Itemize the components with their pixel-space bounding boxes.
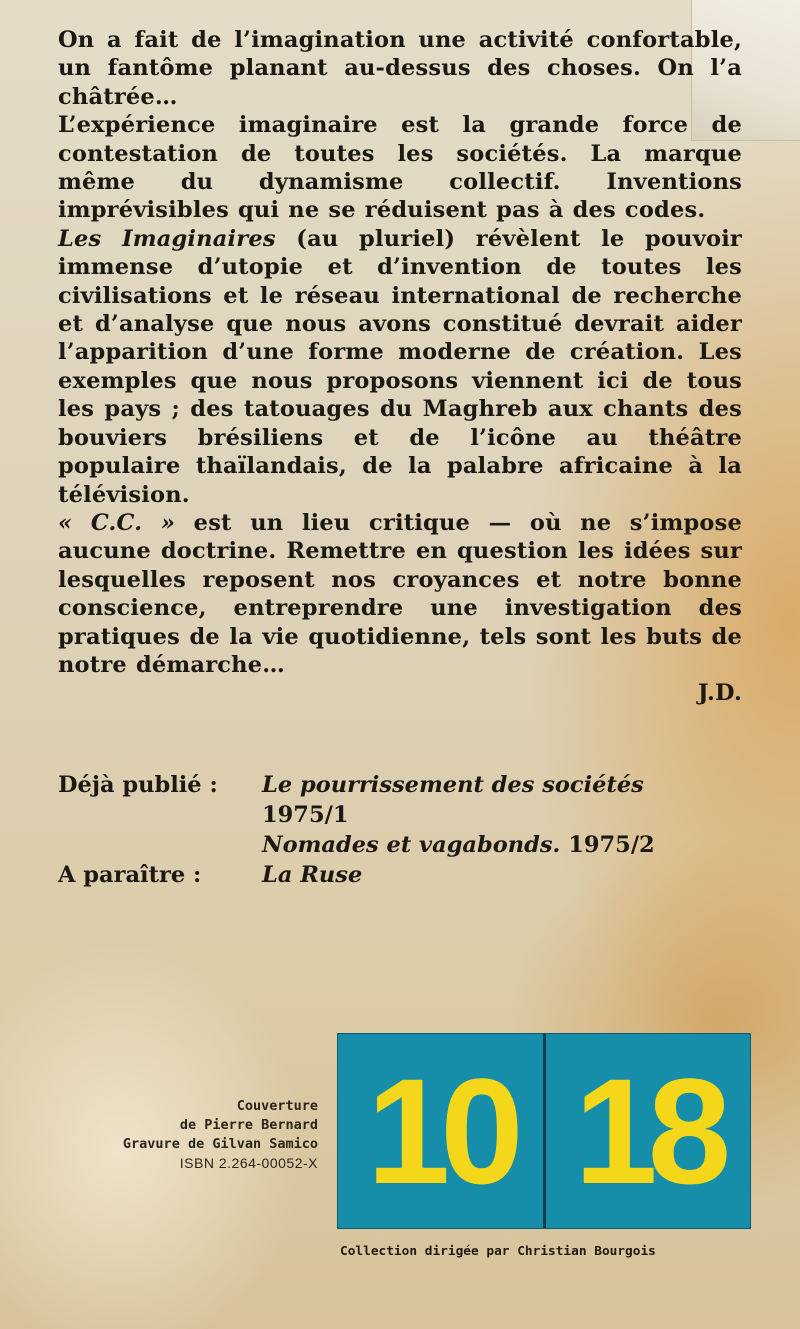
signature: J.D. xyxy=(697,680,742,707)
blurb-paragraph-3 xyxy=(58,225,742,509)
already-published-label: Déjà publié : xyxy=(58,772,218,798)
upcoming-title-text: La Ruse xyxy=(262,862,363,888)
upcoming-title xyxy=(262,860,362,890)
back-cover-blurb xyxy=(58,26,742,708)
published-row-2 xyxy=(58,800,758,830)
published-number-2: 1975/2 xyxy=(568,832,655,858)
imaginaires-title: Les Imaginaires xyxy=(58,225,276,252)
collection-credit: Collection dirigée par Christian Bourgois xyxy=(340,1244,656,1259)
cover-credits xyxy=(40,1097,318,1173)
published-title-2 xyxy=(262,830,655,860)
credit-line-3: Gravure de Gilvan Samico xyxy=(122,1136,318,1152)
cc-title: « C.C. » xyxy=(58,509,176,536)
published-row-3 xyxy=(58,830,758,860)
credit-line-1: Couverture xyxy=(236,1098,318,1114)
blurb-paragraph-4 xyxy=(58,509,742,679)
published-title-1-text: Le pourrissement des sociétés xyxy=(262,772,644,798)
blurb-paragraph-2: L’expérience imaginaire est la grande force de contestation de toutes les sociétés. La marque même du dynamisme collectif. Inventions imprévisibles qui ne se réduisent pas à des codes. xyxy=(58,112,742,224)
published-title-1 xyxy=(262,770,644,800)
blurb-paragraph-4-text: est un lieu critique — où ne s’impose aucune doctrine. Remettre en question les idées sur lesquelles reposent nos croyances et notre bonne conscience, entreprendre une investigation des pratiques de la vie quotidienne, tels sont les buts de notre démarche… xyxy=(58,509,742,678)
blurb-paragraph-3-text: (au pluriel) révèlent le pouvoir immense d’utopie et d’invention de toutes les civilisations et le réseau international de recherche et d’analyse que nous avons constitué devrait aider l’apparition d’une forme moderne de création. Les exemples que nous proposons viennent ici de tous les pays ; des tatouages du Maghreb aux chants des bouviers brésiliens et de l’icône au théâtre populaire thaïlandais, de la palabre africaine à la télévision. xyxy=(58,225,742,508)
upcoming-label: A paraître : xyxy=(58,862,202,888)
blurb-paragraph-1: On a fait de l’imagination une activité confortable, un fantôme planant au-dessus des choses. On l’a châtrée… xyxy=(58,27,742,110)
logo-left-panel: 10 xyxy=(338,1034,543,1228)
published-row-1 xyxy=(58,770,758,800)
published-number-1: 1975/1 xyxy=(262,802,349,828)
logo-right-panel: 18 xyxy=(546,1034,751,1228)
upcoming-row xyxy=(58,860,758,890)
published-list xyxy=(58,770,758,890)
published-title-2-text: Nomades et vagabonds. xyxy=(262,832,561,858)
10-18-logo xyxy=(337,1033,751,1229)
credit-line-2: de Pierre Bernard xyxy=(179,1117,318,1133)
isbn: ISBN 2.264-00052-X xyxy=(179,1155,318,1171)
